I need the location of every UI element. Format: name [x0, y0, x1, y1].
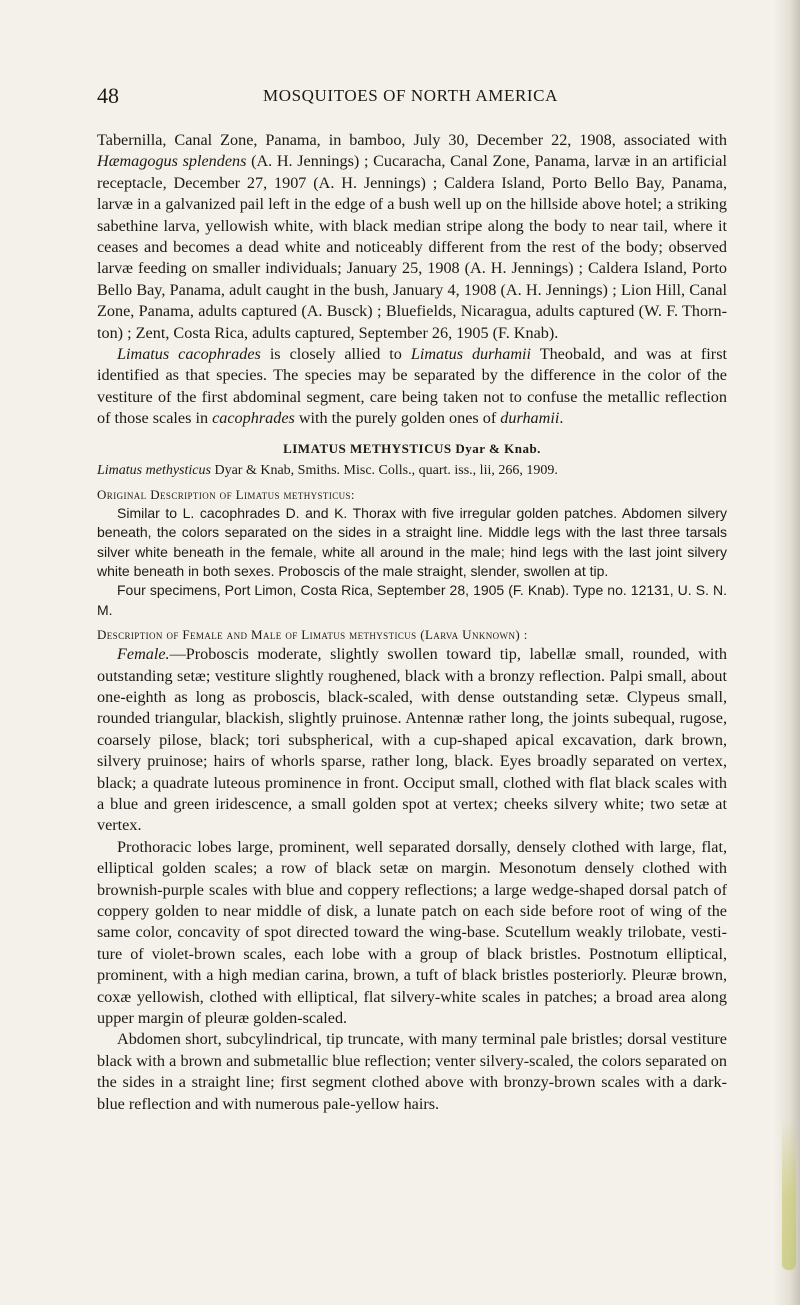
- page-edge-stain: [782, 1120, 796, 1270]
- text-run: (A. H. Jennings) ; Cucaracha, Canal Zone, Panama, larvæ in an artificial receptacle, December 27, 1907 (A. H. Jennings) ; Caldera Island, Porto Bello Bay, Panama, larvæ in a galvanized pail left in the edge of a bush well up on the hillside above hotel; a striking sabethine larva, yellowish white, with black median stripe along the body to near tail, where it ceases and becomes a dead white and noticeably different from the rest of the body; observed larvæ feeding on smaller individuals; January 25, 1908 (A. H. Jennings) ; Caldera Island, Porto Bello Bay, Panama, adult caught in the bush, January 4, 1908 (A. H. Jennings) ; Lion Hill, Canal Zone, Panama, adults captured (A. Busck) ; Bluefields, Nicaragua, adults captured (W. F. Thornton) ; Zent, Costa Rica, adults captured, September 26, 1905 (F. Knab).: [97, 152, 727, 342]
- text-run: Tabernilla, Canal Zone, Panama, in bamboo, July 30, December 22, 1908, associated with: [97, 131, 727, 149]
- page-body: [97, 130, 727, 1115]
- paragraph-comparison: [97, 344, 727, 430]
- paragraph-female-head: [97, 644, 727, 837]
- section-label: Female.: [117, 645, 170, 664]
- species-name: durhamii: [500, 409, 560, 428]
- paragraph-female-thorax: Prothoracic lobes large, prominent, well separated dorsally, densely clothed with large, flat, elliptical golden scales; a row of black setæ on margin. Mesonotum densely clothed with brownish-purple scales with blue and coppery reflections; a large wedge-shaped dorsal patch of coppery golden to near middle of disk, a lunate patch on each side before root of wing of the same color, concavity of spot directed toward the wing-base. Scutellum weakly trilobate, vestiture of violet-brown scales, each lobe with a group of black bristles. Postnotum elliptical, prominent, with a high median carina, brown, a tuft of black bristles posteriorly. Pleuræ brown, coxæ yellowish, clothed with elliptical, flat silvery-white scales in patches; a broad area along upper margin of pleuræ golden-scaled.: [97, 837, 727, 1028]
- species-name: Limatus durhamii: [410, 345, 532, 364]
- page-number: 48: [97, 83, 119, 108]
- text-run: —Proboscis moderate, slightly swollen toward tip, labellæ small, rounded, with outstanding setæ; vestiture slightly roughened, black with a bronzy reflection. Palpi small, about one-eighth as long as proboscis, black-scaled, with dense outstanding setæ. Clypeus small, rounded triangular, blackish, slightly pruinose. Antennæ rather long, the joints subequal, rugose, coarsely pilose, black; tori subspherical, with a cup-shaped apical excavation, dark brown, silvery pruinose; hairs of whorls sparse, rather long, black. Eyes broadly separated on vertex, black; a quadrate luteous prominence in front. Occiput small, clothed with flat black scales with a blue and green iridescence, a small golden spot at vertex; cheeks silvery white; two setæ at vertex.: [97, 645, 727, 835]
- text-run: with the purely golden ones of: [294, 409, 501, 428]
- text-run: Theobald, and was at first identified as that species. The species may be separated by the difference in the color of the vestiture of the first abdominal segment, care being taken not to confuse the metallic reflection of those scales in: [97, 345, 727, 428]
- text-run: .: [559, 409, 564, 428]
- species-name: Limatus cacophrades: [117, 345, 261, 364]
- text-run: Dyar & Knab, Smiths. Misc. Colls., quart. iss., lii, 266, 1909.: [210, 462, 558, 478]
- page-header: [97, 83, 724, 113]
- species-name: Limatus methysticus: [97, 462, 211, 478]
- page-edge-shadow: [774, 0, 800, 1305]
- original-description-heading: Original Description of Limatus methysticus:: [97, 486, 355, 502]
- species-name: Hæmagogus splendens: [97, 152, 247, 171]
- text-run: is closely allied to: [260, 345, 411, 364]
- citation: [97, 461, 727, 480]
- paragraph-localities: [97, 130, 727, 344]
- species-heading: LIMATUS METHYSTICUS Dyar & Knab.: [283, 440, 541, 456]
- species-name: cacophrades: [212, 409, 295, 428]
- description-heading: Description of Female and Male of Limatus methysticus (Larva Unknown) :: [97, 627, 528, 643]
- original-description-text: Similar to L. cacophrades D. and K. Thorax with five irregular golden patches. Abdomen silvery beneath, the colors separated on the sides in a straight line. Middle legs with the last three tarsals silver white beneath in the female, white all around in the male; hind legs with the last joint silvery white beneath in both sexes. Proboscis of the male straight, slender, swollen at tip.: [97, 504, 727, 579]
- original-description-type: Four specimens, Port Limon, Costa Rica, September 28, 1905 (F. Knab). Type no. 12131, U. S. N. M.: [97, 582, 727, 618]
- paragraph-female-abdomen: Abdomen short, subcylindrical, tip truncate, with many terminal pale bristles; dorsal vestiture black with a brown and submetallic blue reflection; venter silvery-scaled, the colors separated on the sides in a straight line; first segment clothed above with bronzy-brown scales with a dark-blue reflection and with numerous pale-yellow hairs.: [97, 1030, 727, 1113]
- running-title: MOSQUITOES OF NORTH AMERICA: [263, 86, 558, 105]
